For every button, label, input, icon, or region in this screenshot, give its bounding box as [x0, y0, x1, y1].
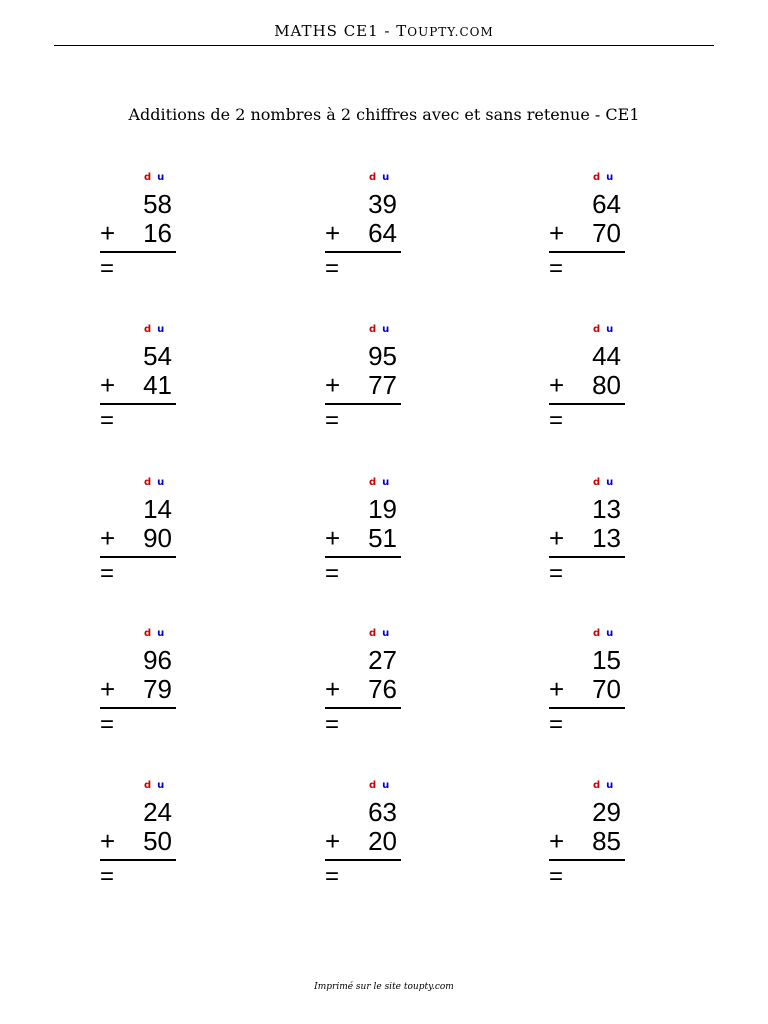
addition-exercise: [549, 477, 659, 597]
equals-sign: =: [549, 407, 564, 434]
units-label: u: [382, 780, 390, 791]
units-label: u: [157, 628, 165, 639]
place-value-labels: [369, 628, 389, 639]
second-number: 79: [143, 674, 172, 704]
second-number: 80: [592, 370, 621, 400]
first-number: 29: [592, 797, 621, 827]
place-value-labels: [369, 172, 389, 183]
sum-line: [325, 707, 401, 709]
units-label: u: [606, 172, 614, 183]
sum-line: [100, 556, 176, 558]
tens-label: d: [593, 628, 601, 639]
equals-sign: =: [549, 255, 564, 282]
sum-line: [325, 251, 401, 253]
equals-sign: =: [100, 407, 115, 434]
addition-exercise: [325, 477, 435, 597]
addition-exercise: [100, 628, 210, 748]
place-value-labels: [593, 628, 613, 639]
addition-exercise: [325, 172, 435, 292]
place-value-labels: [369, 324, 389, 335]
units-label: u: [606, 324, 614, 335]
tens-label: d: [369, 172, 377, 183]
tens-label: d: [369, 477, 377, 488]
place-value-labels: [369, 477, 389, 488]
sum-line: [549, 707, 625, 709]
tens-label: d: [593, 780, 601, 791]
tens-label: d: [144, 477, 152, 488]
sum-line: [325, 859, 401, 861]
addition-exercise: [549, 172, 659, 292]
equals-sign: =: [100, 863, 115, 890]
units-label: u: [606, 780, 614, 791]
plus-sign: +: [100, 826, 116, 856]
second-number: 13: [592, 523, 621, 553]
second-number: 20: [368, 826, 397, 856]
first-number: 27: [368, 645, 397, 675]
addition-exercise: [549, 324, 659, 444]
plus-sign: +: [325, 826, 341, 856]
sum-line: [549, 556, 625, 558]
first-number: 95: [368, 341, 397, 371]
tens-label: d: [369, 628, 377, 639]
second-number: 70: [592, 218, 621, 248]
second-number: 77: [368, 370, 397, 400]
sum-line: [549, 859, 625, 861]
equals-sign: =: [549, 560, 564, 587]
addition-exercise: [325, 780, 435, 900]
tens-label: d: [369, 324, 377, 335]
units-label: u: [382, 628, 390, 639]
first-number: 64: [592, 189, 621, 219]
sum-line: [325, 556, 401, 558]
sum-line: [549, 403, 625, 405]
place-value-labels: [144, 172, 164, 183]
sum-line: [100, 859, 176, 861]
plus-sign: +: [100, 523, 116, 553]
plus-sign: +: [100, 674, 116, 704]
place-value-labels: [593, 324, 613, 335]
second-number: 16: [143, 218, 172, 248]
plus-sign: +: [549, 370, 565, 400]
first-number: 58: [143, 189, 172, 219]
units-label: u: [606, 628, 614, 639]
place-value-labels: [369, 780, 389, 791]
first-number: 39: [368, 189, 397, 219]
equals-sign: =: [325, 255, 340, 282]
addition-exercise: [325, 324, 435, 444]
first-number: 15: [592, 645, 621, 675]
second-number: 64: [368, 218, 397, 248]
addition-exercise: [325, 628, 435, 748]
place-value-labels: [593, 780, 613, 791]
units-label: u: [382, 172, 390, 183]
second-number: 50: [143, 826, 172, 856]
units-label: u: [606, 477, 614, 488]
plus-sign: +: [100, 370, 116, 400]
first-number: 24: [143, 797, 172, 827]
tens-label: d: [593, 172, 601, 183]
place-value-labels: [144, 324, 164, 335]
tens-label: d: [144, 324, 152, 335]
addition-exercise: [549, 780, 659, 900]
equals-sign: =: [100, 711, 115, 738]
header-title-main: MATHS CE1 - T: [274, 22, 408, 40]
sum-line: [100, 403, 176, 405]
equals-sign: =: [100, 255, 115, 282]
worksheet-subtitle: Additions de 2 nombres à 2 chiffres avec et sans retenue - CE1: [128, 105, 640, 124]
units-label: u: [382, 477, 390, 488]
addition-exercise: [100, 324, 210, 444]
tens-label: d: [593, 477, 601, 488]
first-number: 19: [368, 494, 397, 524]
sum-line: [100, 707, 176, 709]
place-value-labels: [144, 628, 164, 639]
first-number: 13: [592, 494, 621, 524]
tens-label: d: [369, 780, 377, 791]
tens-label: d: [144, 780, 152, 791]
place-value-labels: [144, 780, 164, 791]
units-label: u: [157, 477, 165, 488]
addition-exercise: [549, 628, 659, 748]
first-number: 96: [143, 645, 172, 675]
second-number: 85: [592, 826, 621, 856]
header-title-small: OUPTY.COM: [407, 25, 494, 39]
addition-exercise: [100, 477, 210, 597]
equals-sign: =: [549, 863, 564, 890]
plus-sign: +: [549, 218, 565, 248]
units-label: u: [157, 780, 165, 791]
plus-sign: +: [325, 523, 341, 553]
equals-sign: =: [325, 863, 340, 890]
equals-sign: =: [325, 407, 340, 434]
second-number: 41: [143, 370, 172, 400]
equals-sign: =: [325, 711, 340, 738]
plus-sign: +: [325, 218, 341, 248]
equals-sign: =: [325, 560, 340, 587]
units-label: u: [382, 324, 390, 335]
tens-label: d: [593, 324, 601, 335]
equals-sign: =: [549, 711, 564, 738]
second-number: 76: [368, 674, 397, 704]
second-number: 70: [592, 674, 621, 704]
sum-line: [100, 251, 176, 253]
second-number: 90: [143, 523, 172, 553]
first-number: 54: [143, 341, 172, 371]
place-value-labels: [593, 172, 613, 183]
first-number: 14: [143, 494, 172, 524]
second-number: 51: [368, 523, 397, 553]
plus-sign: +: [549, 674, 565, 704]
sum-line: [325, 403, 401, 405]
addition-exercise: [100, 172, 210, 292]
plus-sign: +: [549, 523, 565, 553]
plus-sign: +: [325, 674, 341, 704]
plus-sign: +: [100, 218, 116, 248]
units-label: u: [157, 324, 165, 335]
plus-sign: +: [549, 826, 565, 856]
first-number: 63: [368, 797, 397, 827]
plus-sign: +: [325, 370, 341, 400]
sum-line: [549, 251, 625, 253]
equals-sign: =: [100, 560, 115, 587]
page-footer: Imprimé sur le site toupty.com: [314, 982, 454, 992]
place-value-labels: [593, 477, 613, 488]
addition-exercise: [100, 780, 210, 900]
tens-label: d: [144, 172, 152, 183]
tens-label: d: [144, 628, 152, 639]
units-label: u: [157, 172, 165, 183]
first-number: 44: [592, 341, 621, 371]
place-value-labels: [144, 477, 164, 488]
